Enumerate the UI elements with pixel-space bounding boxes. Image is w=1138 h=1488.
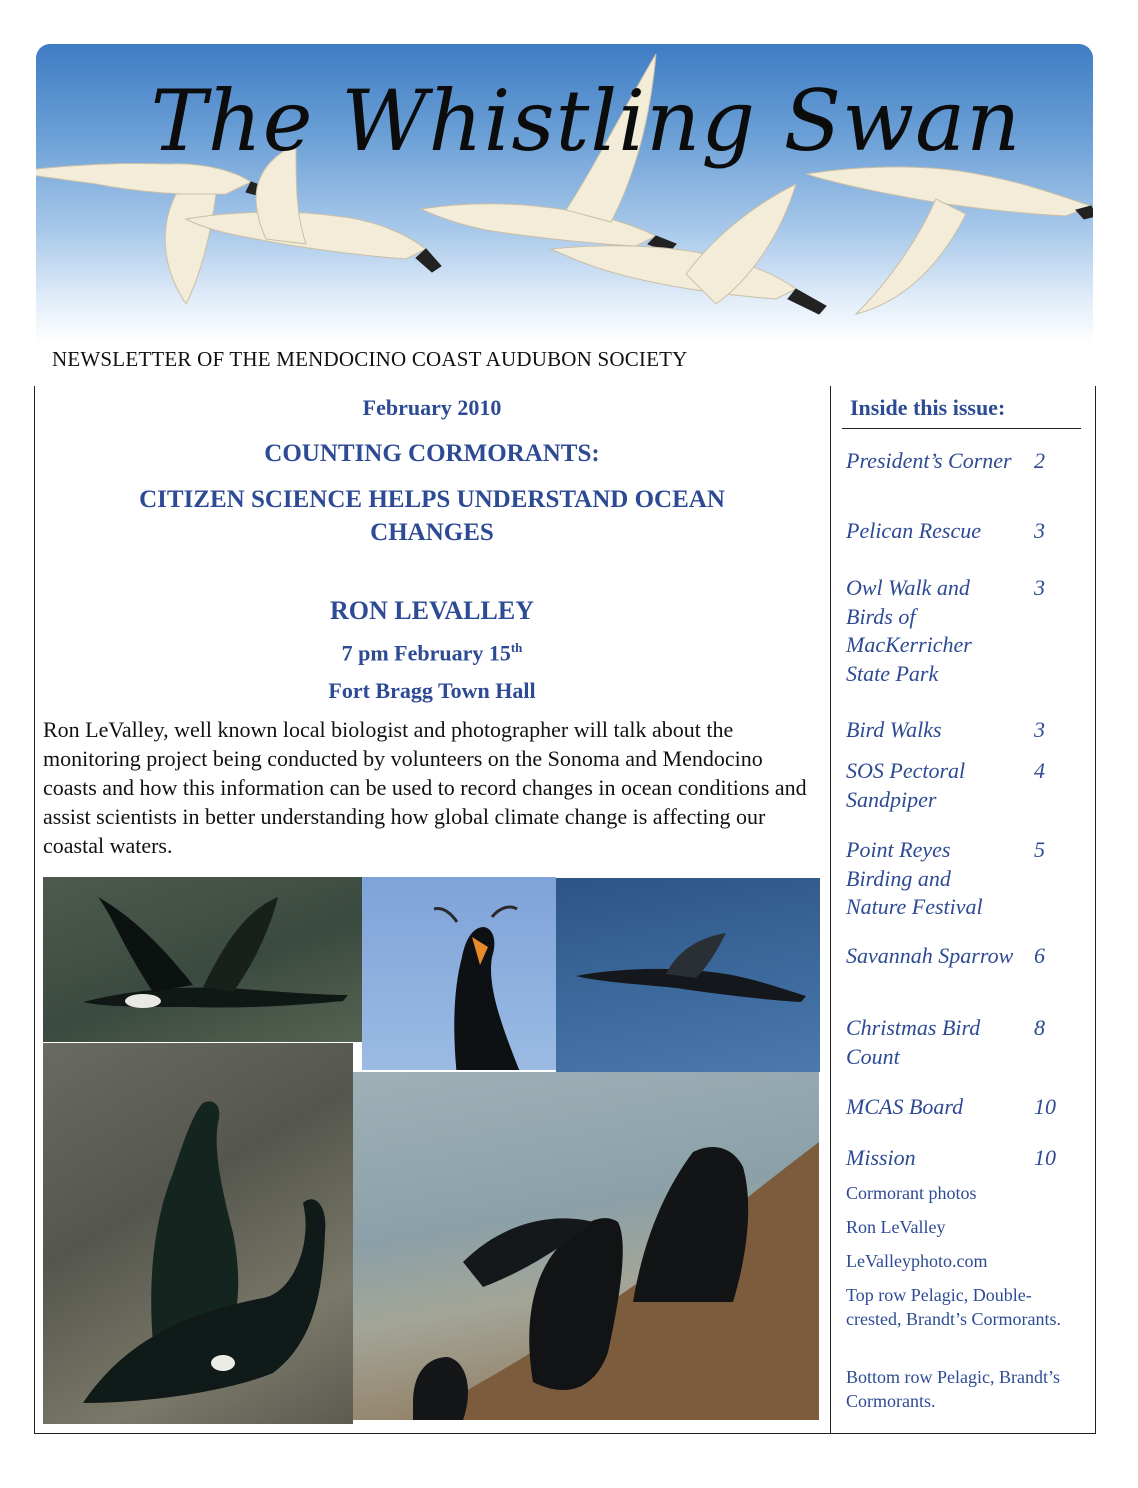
- event-time: [36, 640, 828, 666]
- toc-item-label: SOS Pectoral Sandpiper: [846, 758, 966, 812]
- masthead-banner: [36, 44, 1093, 344]
- photo-caption-bottom-row: Bottom row Pelagic, Brandt’s Cormorants.: [846, 1367, 1060, 1411]
- toc-item-label: Owl Walk and Birds of MacKerricher State Park: [846, 575, 972, 686]
- photo-brandts-cormorant-flying: [556, 878, 820, 1072]
- toc-rule: [842, 428, 1081, 429]
- toc-item-page: 10: [1034, 1145, 1056, 1170]
- issue-date: February 2010: [362, 395, 502, 420]
- article-body: Ron LeValley, well known local biologist and photographer will talk about the monitoring project being conducted by volunteers on the Sonoma and Mendocino coasts and how this information can be used to record changes in ocean conditions and assist scientists in better understanding how global climate change is affecting our coastal waters.: [43, 717, 807, 858]
- event-time-main: 7 pm February 15: [341, 640, 511, 666]
- column-divider: [830, 386, 831, 1434]
- newsletter-subtitle: NEWSLETTER OF THE MENDOCINO COAST AUDUBON SOCIETY: [52, 347, 688, 371]
- toc-heading: Inside this issue:: [850, 395, 1006, 420]
- photo-brandts-cormorants-cliff: [353, 1072, 819, 1420]
- toc-item-label: Point Reyes Birding and Nature Festival: [846, 837, 983, 919]
- event-time-suffix: th: [510, 640, 523, 655]
- headline-main: COUNTING CORMORANTS:: [264, 440, 600, 467]
- toc-item-label: MCAS Board: [846, 1094, 964, 1119]
- event-location: Fort Bragg Town Hall: [328, 678, 536, 703]
- toc-item-page: 2: [1034, 448, 1045, 473]
- toc-item-label: Christmas Bird Count: [846, 1015, 981, 1069]
- toc-item-page: 4: [1034, 758, 1045, 783]
- photo-pelagic-cormorant-flying: [43, 877, 362, 1042]
- toc-item-page: 10: [1034, 1094, 1056, 1119]
- toc-item-page: 3: [1034, 518, 1045, 543]
- photo-caption-top-row: Top row Pelagic, Double-crested, Brandt’s Cormorants.: [846, 1285, 1061, 1329]
- headline-sub: CITIZEN SCIENCE HELPS UNDERSTAND OCEAN CHANGES: [139, 486, 725, 546]
- toc-item-page: 3: [1034, 575, 1045, 600]
- toc-item-label: Mission: [846, 1145, 916, 1170]
- photo-credit-website: LeValleyphoto.com: [846, 1251, 988, 1271]
- photo-double-crested-cormorant: [362, 877, 556, 1070]
- toc-item-label: Bird Walks: [846, 717, 942, 742]
- speaker-name: RON LEVALLEY: [330, 596, 534, 625]
- newsletter-title: The Whistling Swan: [150, 72, 1022, 170]
- toc-item-label: President’s Corner: [846, 448, 1012, 473]
- toc-item-page: 5: [1034, 837, 1045, 862]
- toc-item-label: Savannah Sparrow: [846, 943, 1014, 968]
- photo-pelagic-cormorants-cliff: [43, 1043, 353, 1424]
- photo-credit-name: Ron LeValley: [846, 1217, 946, 1237]
- toc-item-page: 6: [1034, 943, 1045, 968]
- photo-credit-line: Cormorant photos: [846, 1183, 977, 1203]
- toc-item-page: 3: [1034, 717, 1045, 742]
- toc-item-label: Pelican Rescue: [846, 518, 981, 543]
- toc-item-page: 8: [1034, 1015, 1045, 1040]
